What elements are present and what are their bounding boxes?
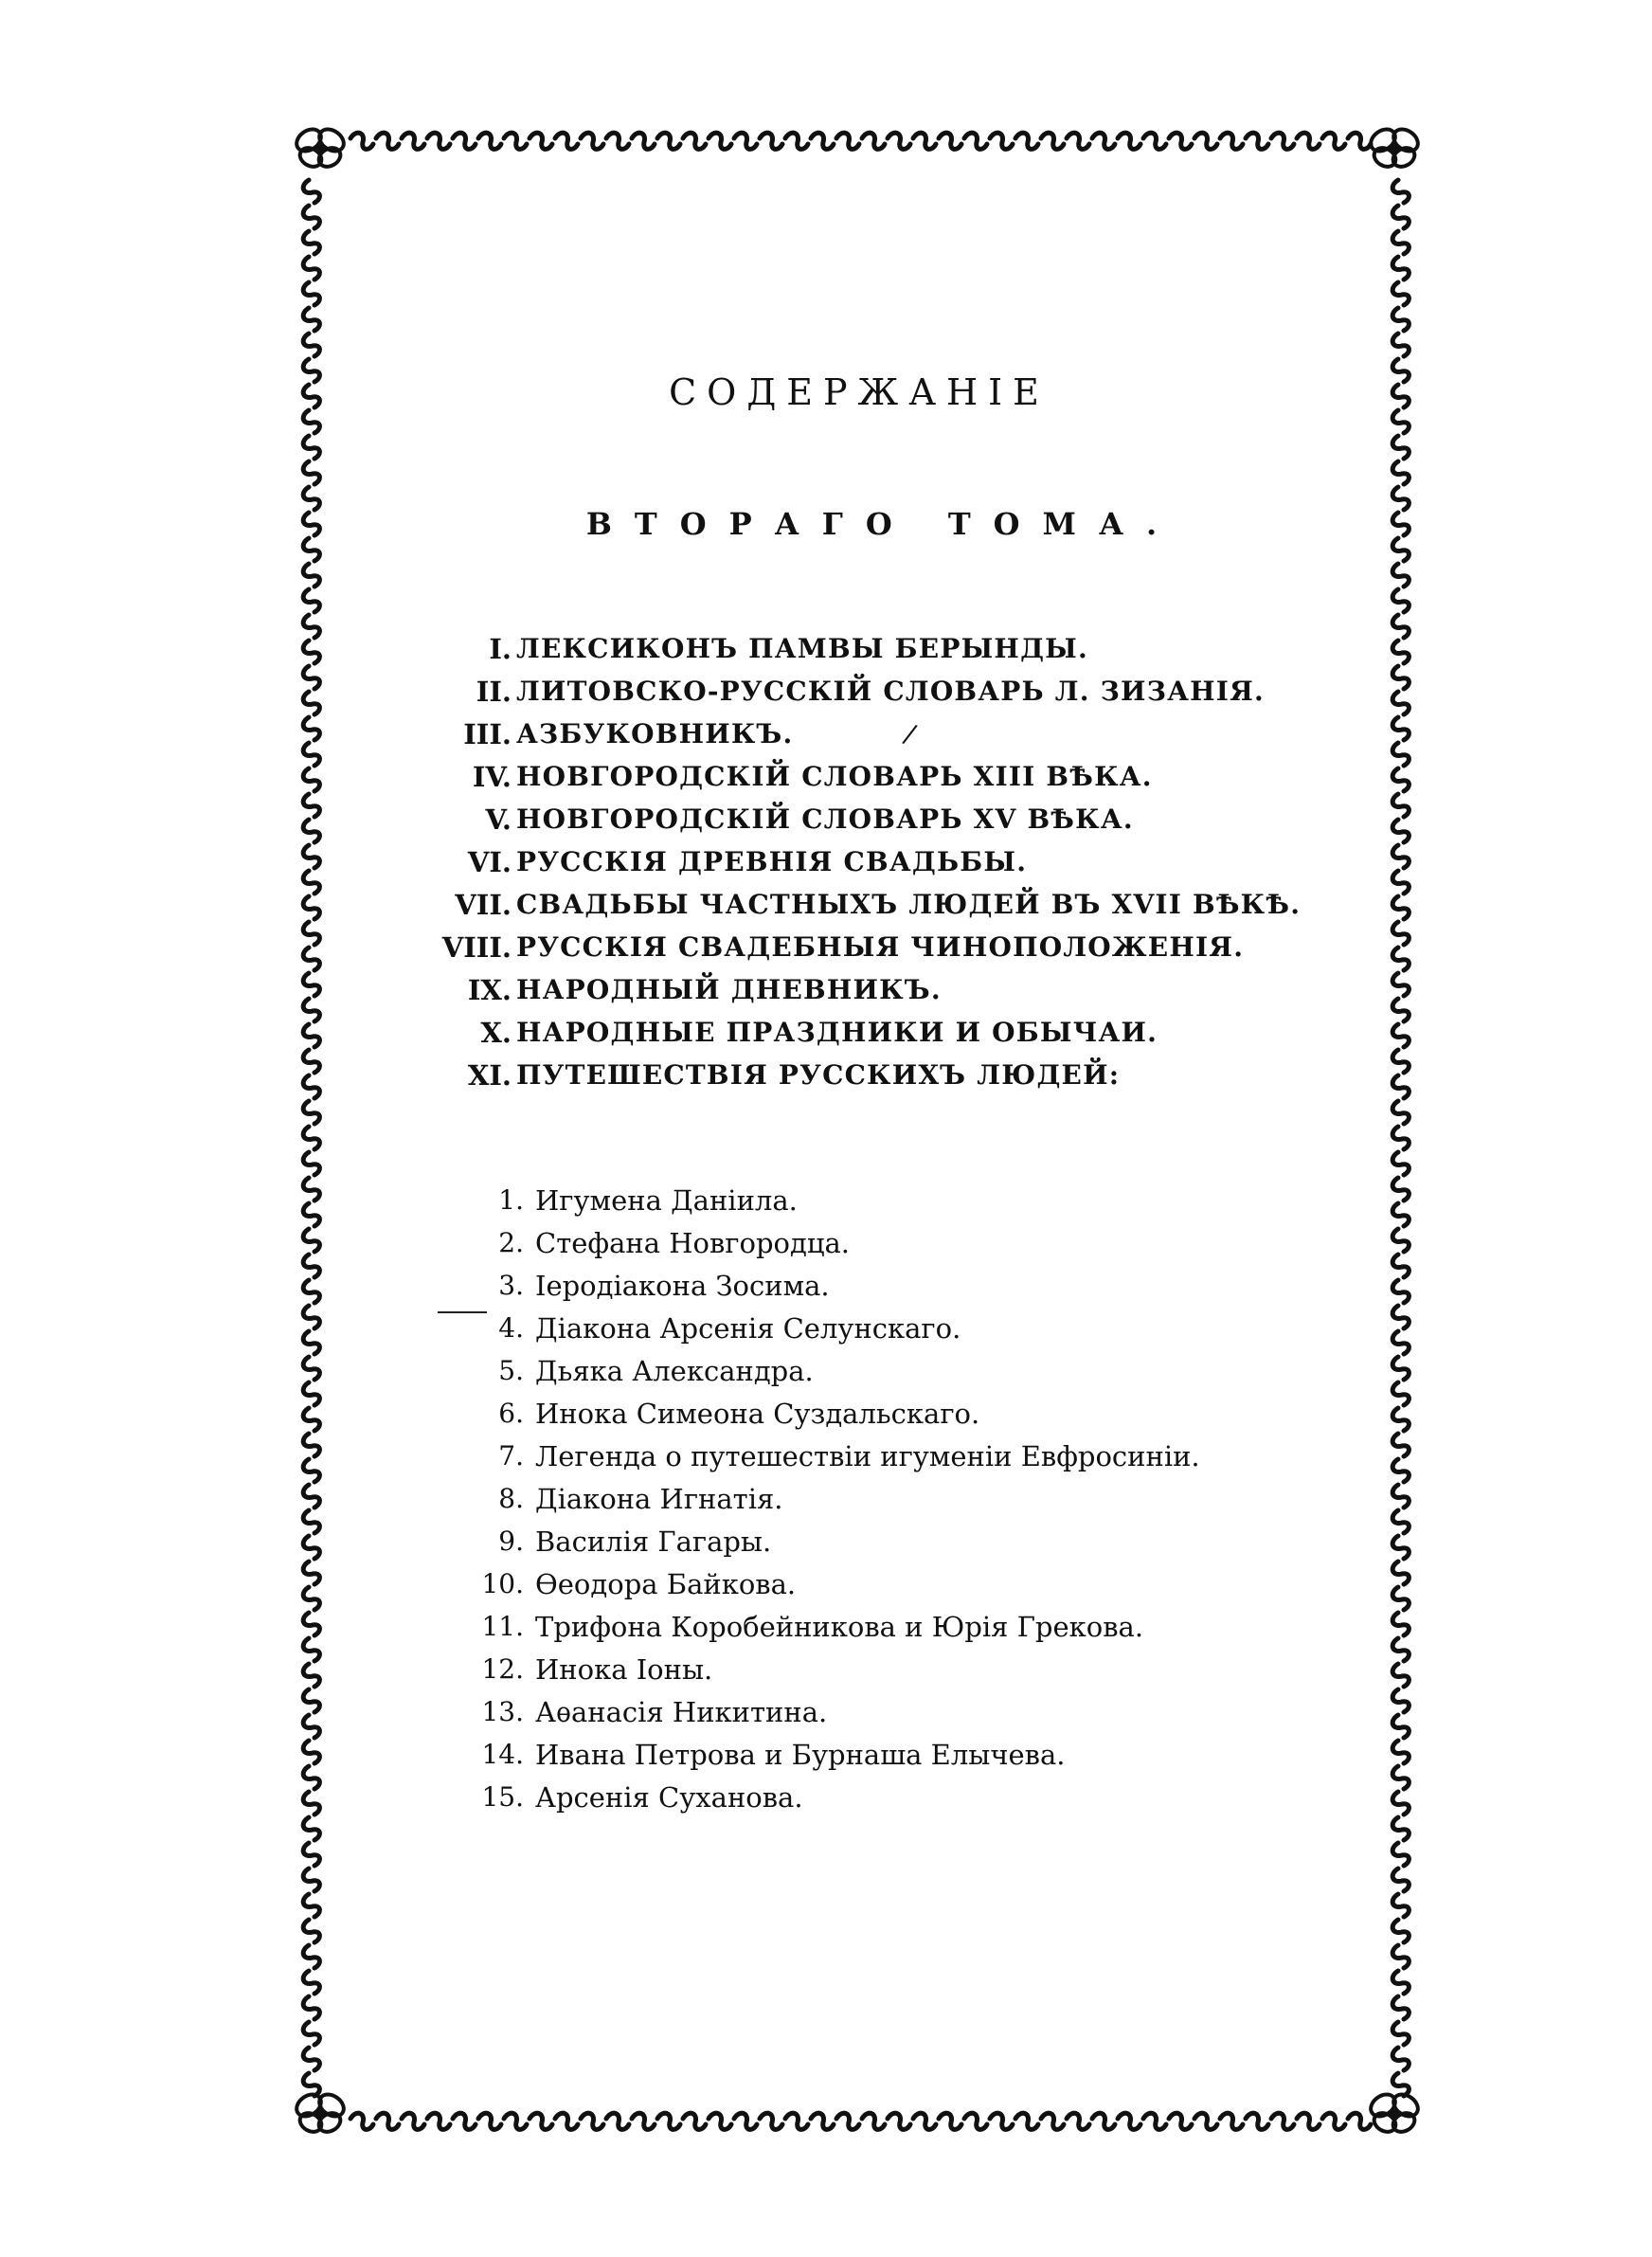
travel-number: 3. — [498, 1270, 524, 1301]
section-title: НОВГОРОДСКIЙ СЛОВАРЬ XIII ВѢКА. — [516, 761, 1153, 792]
travel-title: Василiя Гагары. — [535, 1526, 772, 1558]
travel-number: 11. — [481, 1611, 524, 1642]
travel-title: Аѳанасiя Никитина. — [535, 1696, 828, 1728]
section-number: V. — [485, 803, 512, 836]
section-title: АЗБУКОВНИКЪ. — [516, 718, 794, 749]
travel-number: 13. — [481, 1696, 524, 1727]
travel-title: Инока Симеона Суздальскаго. — [535, 1398, 980, 1430]
section-title: РУССКIЯ СВАДЕБНЫЯ ЧИНОПОЛОЖЕНIЯ. — [516, 931, 1245, 963]
pen-mark: / — [900, 717, 920, 750]
travel-number: 5. — [498, 1355, 524, 1386]
travel-title: Инока Iоны. — [535, 1653, 713, 1686]
travel-number: 10. — [481, 1568, 524, 1599]
travel-title: Легенда о путешествiи игуменiи Евфросинiи. — [535, 1440, 1200, 1472]
section-title: СВАДЬБЫ ЧАСТНЫХЪ ЛЮДЕЙ ВЪ XVII ВѢКѢ. — [516, 889, 1302, 920]
travel-title: Дiакона Арсенiя Селунскаго. — [535, 1312, 961, 1345]
section-number: VIII. — [441, 931, 512, 964]
section-number: III. — [463, 718, 512, 750]
travel-title: Трифона Коробейникова и Юрiя Грекова. — [535, 1611, 1144, 1643]
section-title: НАРОДНЫЕ ПРАЗДНИКИ И ОБЫЧАИ. — [516, 1017, 1158, 1048]
section-number: I. — [489, 633, 512, 665]
section-title: ЛИТОВСКО-РУССКIЙ СЛОВАРЬ Л. ЗИЗАНIЯ. — [516, 676, 1265, 707]
section-title: НАРОДНЫЙ ДНЕВНИКЪ. — [516, 974, 942, 1005]
travel-number: 2. — [498, 1227, 524, 1258]
travel-number: 15. — [481, 1781, 524, 1813]
section-number: VII. — [455, 889, 512, 921]
section-title: РУССКIЯ ДРЕВНIЯ СВАДЬБЫ. — [516, 846, 1028, 877]
travel-number: 1. — [498, 1184, 524, 1216]
travel-title: Стефана Новгородца. — [535, 1227, 850, 1259]
section-number: XI. — [467, 1059, 512, 1092]
travel-title: Ивана Петрова и Бурнаша Елычева. — [535, 1739, 1066, 1771]
travel-title: Арсенiя Суханова. — [535, 1781, 803, 1814]
travel-title: Дiакона Игнатiя. — [535, 1483, 783, 1515]
travel-title: Игумена Данiила. — [535, 1184, 798, 1217]
section-number: X. — [480, 1017, 512, 1049]
travel-title: Дьяка Александра. — [535, 1355, 814, 1387]
section-number: II. — [476, 676, 512, 708]
travel-number: 8. — [498, 1483, 524, 1514]
travel-number: 12. — [481, 1653, 524, 1685]
page-subtitle: ВТОРАГО ТОМА. — [585, 506, 1180, 542]
section-number: VI. — [467, 846, 512, 878]
travel-title: Ѳеодора Байкова. — [535, 1568, 797, 1600]
travel-number: 4. — [498, 1312, 524, 1344]
section-number: IV. — [472, 761, 512, 793]
section-title: ЛЕКСИКОНЪ ПАМВЫ БЕРЫНДЫ. — [516, 633, 1088, 664]
section-number: IX. — [467, 974, 512, 1006]
section-title: ПУТЕШЕСТВIЯ РУССКИХЪ ЛЮДЕЙ: — [516, 1059, 1121, 1091]
travel-number: 7. — [498, 1440, 524, 1472]
section-title: НОВГОРОДСКIЙ СЛОВАРЬ XV ВѢКА. — [516, 803, 1134, 835]
travel-number: 9. — [498, 1526, 524, 1557]
travel-number: 6. — [498, 1398, 524, 1429]
travel-number: 14. — [481, 1739, 524, 1770]
travel-title: Iеродiакона Зосима. — [535, 1270, 830, 1302]
page-title: СОДЕРЖАНIЕ — [669, 371, 1050, 413]
